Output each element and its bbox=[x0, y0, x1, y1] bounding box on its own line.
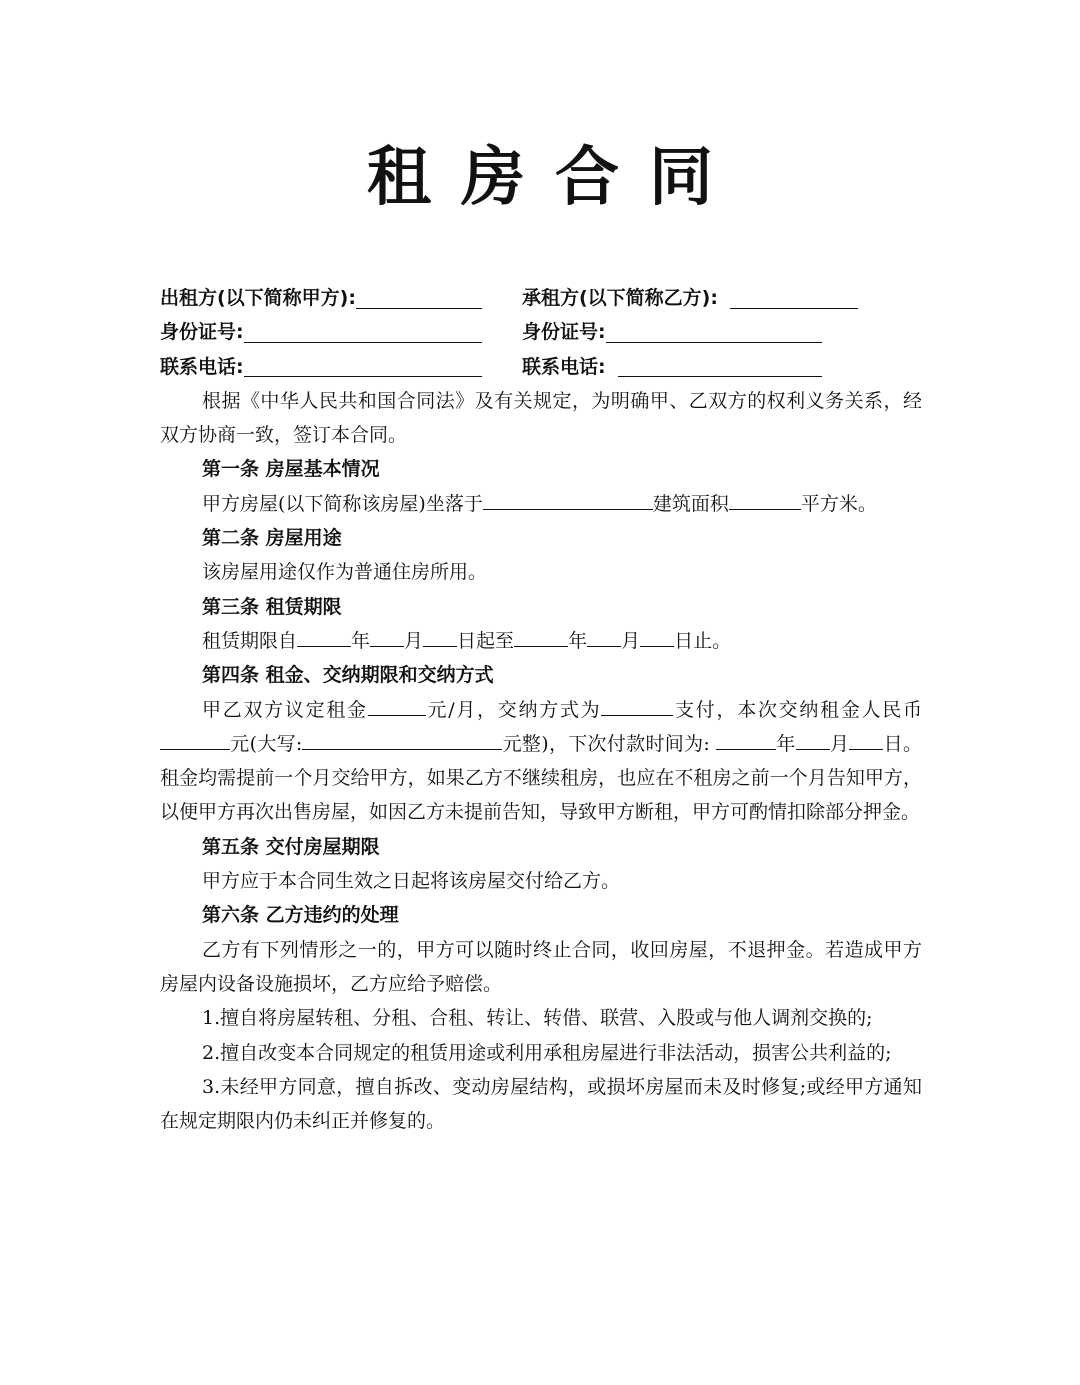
day-to-label: 日止。 bbox=[674, 629, 732, 652]
location-blank[interactable] bbox=[483, 491, 653, 510]
year-label: 年 bbox=[351, 629, 371, 652]
amount-words-blank[interactable] bbox=[302, 731, 502, 750]
article-6-item-3: 3.未经甲方同意，擅自拆改、变动房屋结构，或损坏房屋而未及时修复;或经甲方通知在规定期限内仍未纠正并修复的。 bbox=[160, 1075, 922, 1133]
intro-paragraph: 根据《中华人民共和国合同法》及有关规定，为明确甲、乙双方的权利义务关系，经双方协商一致，签订本合同。 bbox=[160, 389, 922, 447]
article-4-text-d: 元(大写: bbox=[230, 732, 303, 755]
contract-body bbox=[160, 281, 922, 1138]
next-day-blank[interactable] bbox=[849, 731, 883, 750]
lessor-id-label: 身份证号: bbox=[160, 321, 244, 344]
lessee-id-field bbox=[522, 315, 822, 349]
year-label: 年 bbox=[568, 629, 588, 652]
start-month-blank[interactable] bbox=[370, 628, 404, 647]
end-day-blank[interactable] bbox=[640, 628, 674, 647]
article-4-text-b: 元/月，交纳方式为 bbox=[425, 698, 602, 721]
start-year-blank[interactable] bbox=[297, 628, 351, 647]
lessor-id-blank[interactable] bbox=[244, 322, 482, 343]
month-label: 月 bbox=[829, 732, 850, 755]
payment-method-blank[interactable] bbox=[601, 697, 673, 716]
lessor-phone-label: 联系电话: bbox=[160, 355, 244, 378]
lessor-phone-blank[interactable] bbox=[244, 356, 482, 377]
next-year-blank[interactable] bbox=[716, 731, 776, 750]
article-4-text-f: 日。租金均需提前一个月交给甲方，如果乙方不继续租房，也应在不租房之前一个月告知甲方，以便甲方再次出售房屋，如因乙方未提前告知，导致甲方断租，甲方可酌情扣除部分押金。 bbox=[160, 732, 922, 824]
article-6-body: 乙方有下列情形之一的，甲方可以随时终止合同，收回房屋，不退押金。若造成甲方房屋内设备设施损坏，乙方应给予赔偿。 bbox=[160, 938, 922, 995]
lessee-field bbox=[522, 281, 858, 315]
parties-row bbox=[160, 281, 922, 315]
start-day-blank[interactable] bbox=[423, 628, 457, 647]
month-label: 月 bbox=[404, 629, 424, 652]
article-4-body bbox=[160, 693, 922, 830]
article-4-heading: 第四条 租金、交纳期限和交纳方式 bbox=[202, 664, 494, 687]
lessor-blank[interactable] bbox=[356, 288, 482, 309]
rent-blank[interactable] bbox=[368, 697, 426, 716]
lessee-phone-label: 联系电话: bbox=[522, 355, 606, 378]
article-6-item-2: 2.擅自改变本合同规定的租赁用途或利用承租房屋进行非法活动，损害公共利益的; bbox=[202, 1041, 892, 1064]
end-month-blank[interactable] bbox=[587, 628, 621, 647]
article-6-item-1: 1.擅自将房屋转租、分租、合租、转让、转借、联营、入股或与他人调剂交换的; bbox=[202, 1007, 873, 1030]
article-1-text-b: 建筑面积 bbox=[652, 492, 729, 515]
lessor-label: 出租方(以下简称甲方): bbox=[160, 287, 356, 309]
month-label: 月 bbox=[621, 629, 641, 652]
lessee-label: 承租方(以下简称乙方): bbox=[522, 287, 718, 309]
id-row bbox=[160, 315, 922, 349]
lessee-phone-field bbox=[522, 350, 822, 384]
article-3-body bbox=[160, 624, 922, 658]
article-5-body: 甲方应于本合同生效之日起将该房屋交付给乙方。 bbox=[202, 870, 621, 893]
article-3-text-a: 租赁期限自 bbox=[202, 629, 298, 652]
lessee-blank[interactable] bbox=[730, 288, 858, 309]
area-blank[interactable] bbox=[729, 491, 801, 510]
article-2-body: 该房屋用途仅作为普通住房所用。 bbox=[202, 561, 488, 584]
article-2-heading: 第二条 房屋用途 bbox=[202, 527, 342, 550]
lessor-field bbox=[160, 281, 522, 315]
lessee-phone-blank[interactable] bbox=[618, 356, 822, 377]
article-1-text-c: 平方米。 bbox=[800, 492, 877, 515]
end-year-blank[interactable] bbox=[514, 628, 568, 647]
next-month-blank[interactable] bbox=[796, 731, 830, 750]
article-5-heading: 第五条 交付房屋期限 bbox=[202, 835, 380, 858]
article-1-heading: 第一条 房屋基本情况 bbox=[202, 458, 380, 481]
article-3-heading: 第三条 租赁期限 bbox=[202, 595, 342, 618]
day-from-label: 日起至 bbox=[457, 629, 515, 652]
page-title: 租房合同 bbox=[367, 141, 743, 215]
article-4-text-a: 甲乙双方议定租金 bbox=[202, 698, 368, 721]
article-4-text-e: 元整)，下次付款时间为: bbox=[502, 732, 710, 755]
lessor-phone-field bbox=[160, 350, 522, 384]
lessor-id-field bbox=[160, 315, 522, 349]
phone-row bbox=[160, 350, 922, 384]
lessee-id-label: 身份证号: bbox=[522, 321, 606, 344]
article-1-text-a: 甲方房屋(以下简称该房屋)坐落于 bbox=[202, 492, 483, 515]
lessee-id-blank[interactable] bbox=[606, 322, 822, 343]
amount-blank[interactable] bbox=[160, 731, 230, 750]
article-6-heading: 第六条 乙方违约的处理 bbox=[202, 904, 399, 927]
article-4-text-c: 支付，本次交纳租金人民币 bbox=[673, 698, 922, 721]
article-1-body bbox=[160, 487, 922, 521]
year-label: 年 bbox=[776, 732, 796, 755]
